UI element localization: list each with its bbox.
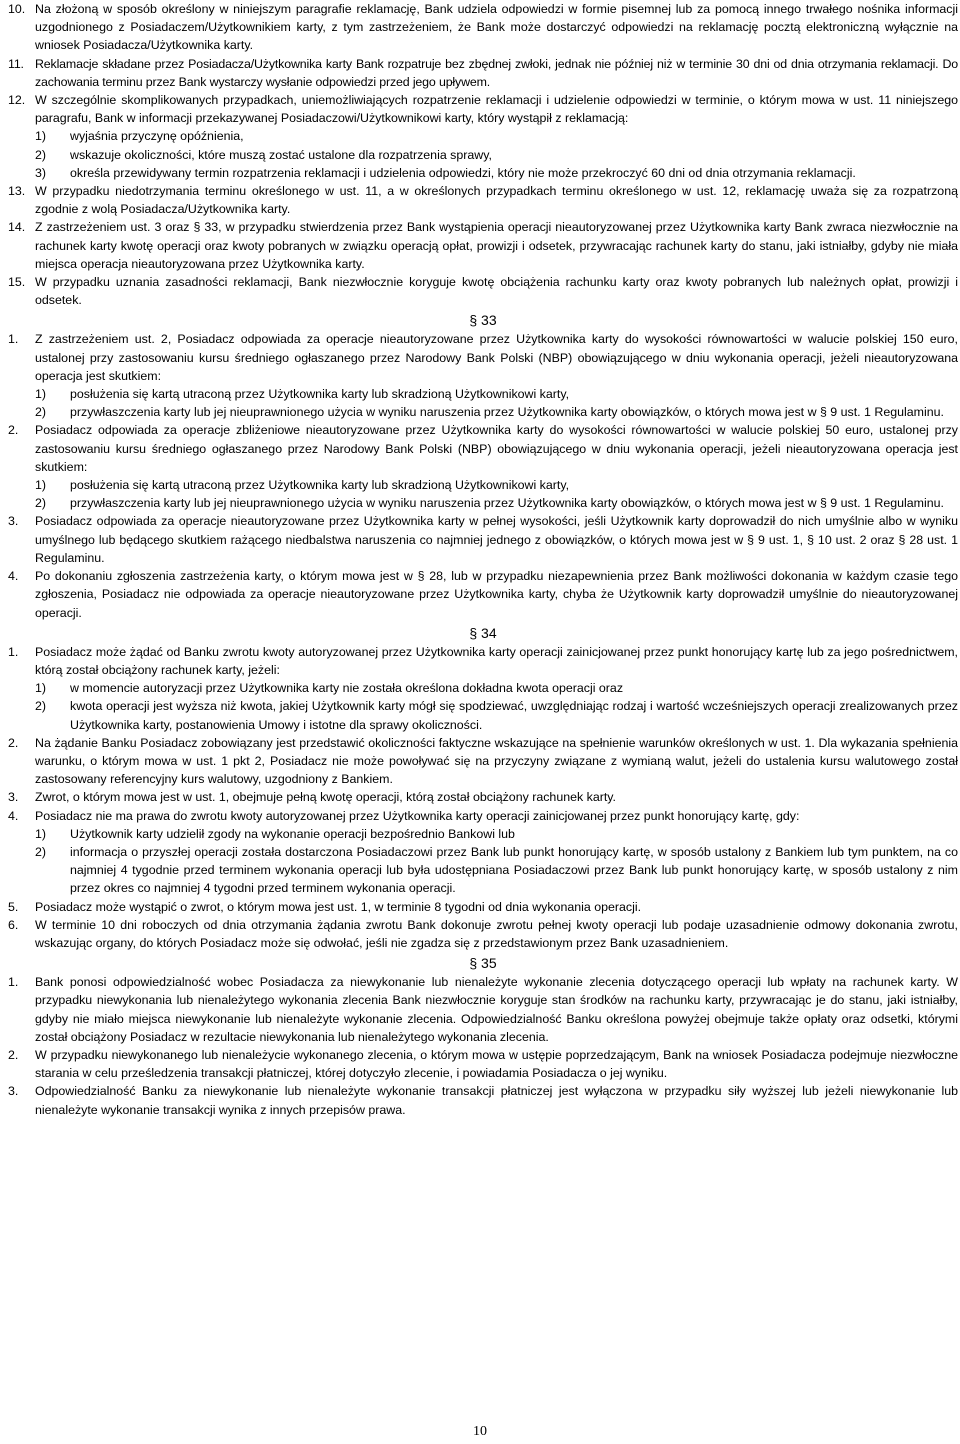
paragraph-number: 2.: [8, 423, 19, 438]
sub-item-text: posłużenia się kartą utraconą przez Użytkownika karty lub skradzioną Użytkownikowi karty,: [70, 387, 570, 402]
paragraph-number: 3.: [8, 1084, 19, 1099]
paragraph-text: Po dokonaniu zgłoszenia zastrzeżenia karty, o którym mowa jest w § 28, lub w przypadku niezapewnienia przez Bank możliwości dokonania w każdym czasie tego zgłoszenia, Posiadacz nie odpowiada za operacje nieautoryzowane przez Użytkownika karty, chyba że Użytkownik karty doprowadził umyślnie do nieautoryzowanej operacji.: [35, 569, 958, 620]
paragraph-number: 15.: [8, 275, 26, 290]
sub-list-item: [8, 825, 958, 843]
sub-item-text: posłużenia się kartą utraconą przez Użytkownika karty lub skradzioną Użytkownikowi karty,: [70, 478, 570, 493]
paragraph-number: 3.: [8, 514, 19, 529]
paragraph-text: Posiadacz może żądać od Banku zwrotu kwoty autoryzowanej przez Użytkownika karty operacji zainicjowanej przez punkt honorujący kartę lub za jego pośrednictwem, którą został obciążony rachunek karty, jeżeli:: [35, 644, 958, 677]
numbered-paragraph: [8, 643, 958, 679]
paragraph-number: 13.: [8, 184, 26, 199]
paragraph-text: Reklamacje składane przez Posiadacza/Użytkownika karty Bank rozpatruje bez zbędnej zwłoki, jednak nie później niż w terminie 30 dni od dnia otrzymania reklamacji. Do zachowania terminu przez Bank wystarczy wysłanie odpowiedzi przed jego upływem.: [35, 56, 958, 89]
numbered-paragraph: [8, 0, 958, 55]
paragraph-text: Posiadacz odpowiada za operacje zbliżeniowe nieautoryzowane przez Użytkownika karty do wysokości równowartości w walucie polskiej 50 euro, ustalonej przy zastosowaniu kursu średniego ogłaszanego przez Narodowy Bank Polski (NBP) obowiązującego w dniu wykonania operacji, jeżeli nieautoryzowana operacja jest skutkiem:: [35, 423, 958, 474]
sub-item-text: przywłaszczenia karty lub jej nieuprawnionego użycia w wyniku naruszenia przez Użytkownika karty obowiązków, o których mowa jest w § 9 ust. 1 Regulaminu.: [70, 496, 944, 511]
numbered-paragraph: [8, 1046, 958, 1082]
numbered-paragraph: [8, 788, 958, 806]
paragraph-number: 6.: [8, 917, 19, 932]
paragraph-text: Odpowiedzialność Banku za niewykonanie lub nienależyte wykonanie transakcji płatniczej jest wyłączona w przypadku siły wyższej lub jeżeli niewykonanie lub nienależyte wykonanie transakcji wynika z innych przepisów prawa.: [35, 1084, 958, 1117]
paragraph-text: Posiadacz odpowiada za operacje nieautoryzowane przez Użytkownika karty w pełnej wysokości, jeśli Użytkownik karty doprowadził do nich umyślnie albo w wyniku umyślnego lub będącego skutkiem rażącego niedbalstwa naruszenia co najmniej jednego z obowiązków, o których mowa jest w § 9 ust. 1, § 10 ust. 2 oraz § 28 ust. 1 Regulaminu.: [35, 514, 958, 565]
paragraph-text: Na żądanie Banku Posiadacz zobowiązany jest przedstawić okoliczności faktyczne wskazujące na spełnienie warunków określonych w ust. 1. Dla wykazania spełnienia warunku, o którym mowa w ust. 1 pkt 2, Posiadacz nie może powoływać się na przyczyny związane z wymianą walut, jeżeli do ustalenia kursu walutowego został zastosowany referencyjny kurs walutowy, uzgodniony z Bankiem.: [35, 735, 958, 787]
paragraph-number: 2.: [8, 735, 19, 750]
paragraph-number: 3.: [8, 790, 19, 805]
sub-list-item: [8, 476, 958, 494]
numbered-paragraph: [8, 916, 958, 952]
section-heading: § 34: [469, 624, 497, 641]
paragraph-number: 10.: [8, 2, 26, 16]
paragraph-text: W przypadku niedotrzymania terminu określonego w ust. 11, a w określonych przypadkach terminu określonego w ust. 12, reklamację uważa się za rozpatrzoną zgodnie z wolą Posiadacza/Użytkownika karty.: [35, 184, 958, 217]
paragraph-text: Z zastrzeżeniem ust. 2, Posiadacz odpowiada za operacje nieautoryzowane przez Użytkownika karty do wysokości równowartości w walucie polskiej 150 euro, ustalonej przy zastosowaniu kursu średniego ogłaszanego przez Narodowy Bank Polski (NBP) obowiązującego w dniu wykonania operacji, jeżeli nieautoryzowana operacja jest skutkiem:: [35, 332, 958, 383]
numbered-paragraph: [8, 898, 958, 916]
sub-item-text: informacja o przyszłej operacji została dostarczona Posiadaczowi przez Bank lub punkt honorujący kartę, w sposób ustalony z Bankiem lub tym punktem, na co najmniej 4 tygodnie przed terminem wykonania operacji lub była udostępniana Posiadaczowi przez Bank lub punkt honorujący kartę, w sposób ustalony z nim przez okres co najmniej 4 tygodni przed terminem wykonania operacji.: [70, 844, 958, 896]
sub-list-item: [8, 164, 958, 182]
document-body: [8, 0, 958, 1119]
paragraph-text: Zwrot, o którym mowa jest w ust. 1, obejmuje pełną kwotę operacji, którą został obciążony rachunek karty.: [35, 790, 617, 805]
sub-item-text: wskazuje okoliczności, które muszą zostać ustalone dla rozpatrzenia sprawy,: [70, 147, 492, 162]
paragraph-number: 1.: [8, 644, 19, 659]
sub-item-text: określa przewidywany termin rozpatrzenia reklamacji i udzielenia odpowiedzi, który nie może przekroczyć 60 dni od dnia otrzymania reklamacji.: [70, 165, 856, 180]
sub-item-text: przywłaszczenia karty lub jej nieuprawnionego użycia w wyniku naruszenia przez Użytkownika karty obowiązków, o których mowa jest w § 9 ust. 1 Regulaminu.: [70, 405, 944, 420]
sub-list-item: [8, 697, 958, 733]
sub-list-item: [8, 494, 958, 512]
paragraph-number: 4.: [8, 569, 19, 584]
paragraph-text: Na złożoną w sposób określony w niniejszym paragrafie reklamację, Bank udziela odpowiedzi w formie pisemnej lub za pomocą innego trwałego nośnika informacji uzgodnionego z Posiadaczem/Użytkownikiem karty, z tym zastrzeżeniem, że Bank może dostarczyć odpowiedzi na reklamację pocztą elektroniczną wyłącznie na wniosek Posiadacza/Użytkownika karty.: [35, 2, 958, 53]
numbered-paragraph: [8, 734, 958, 789]
sub-item-text: w momencie autoryzacji przez Użytkownika karty nie została określona dokładna kwota operacji oraz: [70, 681, 624, 696]
paragraph-number: 5.: [8, 899, 19, 914]
paragraph-text: Posiadacz nie ma prawa do zwrotu kwoty autoryzowanej przez Użytkownika karty operacji zainicjowanej przez punkt honorujący kartę, gdy:: [35, 808, 800, 823]
paragraph-text: W przypadku uznania zasadności reklamacji, Bank niezwłocznie koryguje kwotę obciążenia rachunku karty oraz kwoty pobranych lub należnych opłat, prowizji i odsetek.: [35, 275, 958, 308]
numbered-paragraph: [8, 55, 958, 91]
numbered-paragraph: [8, 807, 958, 825]
numbered-paragraph: [8, 512, 958, 567]
numbered-paragraph: [8, 273, 958, 309]
paragraph-text: Bank ponosi odpowiedzialność wobec Posiadacza za niewykonanie lub nienależyte wykonanie zlecenia dotyczącego operacji lub wpłaty na rachunek karty. W przypadku niewykonania lub nienależytego wykonania zlecenia Bank niezwłocznie koryguje stan środków na rachunku karty, przywracając je do stanu, jaki istniałby, gdyby nie miało miejsca niewykonanie lub nienależyte wykonanie zlecenia. Odpowiedzialność Banku określona powyżej obejmuje także opłaty oraz odsetki, którymi został obciążony Posiadacz w rezultacie niewykonania lub nienależytego wykonania zlecenia.: [35, 975, 958, 1044]
paragraph-number: 14.: [8, 220, 26, 235]
numbered-paragraph: [8, 330, 958, 385]
sub-item-number: 2): [35, 147, 47, 162]
sub-item-number: 2): [35, 699, 47, 714]
paragraph-text: W przypadku niewykonanego lub nienależycie wykonanego zlecenia, o którym mowa w ustępie poprzedzającym, Bank na wniosek Posiadacza podejmuje niezwłoczne starania w celu prześledzenia transakcji płatniczej, której dotyczyło zlecenie, i powiadamia Posiadacza o jej wyniku.: [35, 1047, 958, 1081]
sub-list-item: [8, 385, 958, 403]
sub-list-item: [8, 146, 958, 164]
sub-list-item: [8, 403, 958, 421]
sub-item-text: kwota operacji jest wyższa niż kwota, jakiej Użytkownik karty mógł się spodziewać, uwzględniając rodzaj i wartość wcześniejszych operacji zrealizowanych przez Użytkownika karty, postanowienia Umowy i istotne dla sprawy okoliczności.: [70, 699, 958, 732]
numbered-paragraph: [8, 1082, 958, 1118]
section-heading: § 33: [469, 312, 497, 329]
sub-item-number: 1): [35, 129, 47, 144]
numbered-paragraph: [8, 567, 958, 622]
paragraph-text: W terminie 10 dni roboczych od dnia otrzymania żądania zwrotu Bank dokonuje zwrotu pełnej kwoty operacji lub podaje uzasadnienie odmowy dokonania zwrotu, wskazując organy, do których Posiadacz może się odwołać, jeśli nie zgadza się z przedstawionym przez Bank uzasadnieniem.: [35, 917, 958, 950]
paragraph-number: 11.: [8, 56, 24, 71]
sub-item-number: 2): [35, 405, 47, 420]
sub-item-number: 1): [35, 681, 47, 696]
paragraph-text: W szczególnie skomplikowanych przypadkach, uniemożliwiających rozpatrzenie reklamacji i udzielenie odpowiedzi w terminie, o którym mowa w ust. 11 niniejszego paragrafu, Bank w informacji przekazywanej Posiadaczowi/Użytkownikowi karty, który wystąpił z reklamacją:: [35, 93, 958, 126]
sub-item-number: 2): [35, 496, 47, 511]
sub-list-item: [8, 127, 958, 145]
sub-item-number: 1): [35, 826, 47, 841]
paragraph-text: Posiadacz może wystąpić o zwrot, o którym mowa jest ust. 1, w terminie 8 tygodni od dnia wykonania operacji.: [35, 899, 642, 914]
sub-list-item: [8, 679, 958, 697]
section-heading: § 35: [469, 955, 497, 972]
sub-item-text: Użytkownik karty udzielił zgody na wykonanie operacji bezpośrednio Bankowi lub: [70, 826, 515, 841]
paragraph-text: Z zastrzeżeniem ust. 3 oraz § 33, w przypadku stwierdzenia przez Bank wystąpienia operacji nieautoryzowanej przez Użytkownika karty Bank zwraca niezwłocznie na rachunek karty kwotę operacji oraz kwoty pobranych w związku operacją opłat, prowizji i odsetek, przywracając rachunek karty do stanu, jaki istniałby, gdyby nie miała miejsca operacja nieautoryzowana przez Użytkownika karty.: [35, 220, 958, 271]
numbered-paragraph: [8, 973, 958, 1046]
paragraph-number: 4.: [8, 808, 19, 823]
sub-item-text: wyjaśnia przyczynę opóźnienia,: [70, 129, 244, 144]
numbered-paragraph: [8, 218, 958, 273]
numbered-paragraph: [8, 91, 958, 127]
paragraph-number: 1.: [8, 975, 19, 990]
sub-item-number: 1): [35, 387, 47, 402]
paragraph-number: 1.: [8, 332, 19, 347]
paragraph-number: 2.: [8, 1047, 19, 1062]
sub-list-item: [8, 843, 958, 898]
sub-item-number: 1): [35, 478, 47, 493]
page-number: 10: [473, 1424, 487, 1439]
numbered-paragraph: [8, 182, 958, 218]
numbered-paragraph: [8, 421, 958, 476]
sub-item-number: 3): [35, 165, 47, 180]
paragraph-number: 12.: [8, 93, 26, 108]
sub-item-number: 2): [35, 844, 47, 859]
